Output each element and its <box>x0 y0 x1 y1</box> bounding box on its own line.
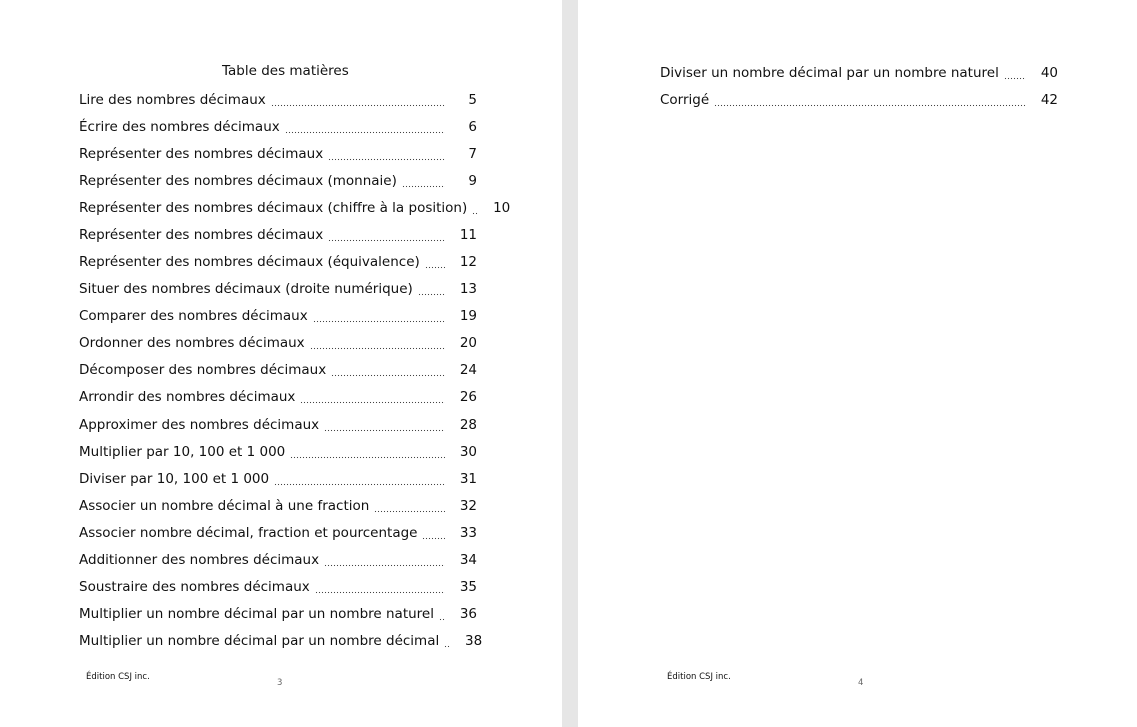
toc-entry-label: Comparer des nombres décimaux <box>79 308 308 324</box>
toc-entry[interactable] <box>79 225 477 245</box>
dot-leader <box>439 604 445 624</box>
toc-entry-page: 11 <box>459 227 477 243</box>
toc-entry-label: Représenter des nombres décimaux (monnaie) <box>79 173 397 189</box>
toc-entry-label: Ordonner des nombres décimaux <box>79 335 305 351</box>
dot-leader <box>331 360 445 380</box>
toc-entry-label: Multiplier par 10, 100 et 1 000 <box>79 444 286 460</box>
toc-entry[interactable] <box>79 279 477 299</box>
toc-entry-page: 7 <box>468 146 477 162</box>
toc-entry-label: Représenter des nombres décimaux <box>79 227 324 243</box>
toc-entry-page: 5 <box>468 92 477 108</box>
toc-entry[interactable] <box>79 90 477 110</box>
toc-entry-label: Écrire des nombres décimaux <box>79 119 280 135</box>
toc-entry-page: 30 <box>459 444 477 460</box>
toc-entry-label: Représenter des nombres décimaux (équivalence) <box>79 254 420 270</box>
dot-leader <box>1004 63 1026 83</box>
toc-entry[interactable] <box>79 198 511 218</box>
toc-entry-label: Approximer des nombres décimaux <box>79 417 320 433</box>
page-footer: Édition CSJ inc. <box>667 672 731 682</box>
toc-entry-label: Multiplier un nombre décimal par un nombre décimal <box>79 633 440 649</box>
toc-entry[interactable] <box>660 90 1058 110</box>
toc-entry-label: Corrigé <box>660 92 710 108</box>
dot-leader <box>444 631 450 651</box>
toc-entry[interactable] <box>79 604 477 624</box>
toc-entry[interactable] <box>79 144 477 164</box>
dot-leader <box>300 387 445 407</box>
toc-entry-page: 6 <box>468 119 477 135</box>
toc-entry-label: Associer nombre décimal, fraction et pourcentage <box>79 525 418 541</box>
page-number: 4 <box>858 678 864 688</box>
dot-leader <box>374 496 445 516</box>
toc-entry[interactable] <box>79 442 477 462</box>
dot-leader <box>313 306 445 326</box>
dot-leader <box>274 469 445 489</box>
toc-title: Table des matières <box>222 63 349 79</box>
toc-entry-page: 38 <box>465 633 483 649</box>
dot-leader <box>315 577 445 597</box>
toc-entry-page: 33 <box>459 525 477 541</box>
dot-leader <box>324 415 445 435</box>
toc-entry[interactable] <box>79 252 477 272</box>
toc-entry-label: Décomposer des nombres décimaux <box>79 362 327 378</box>
toc-entry[interactable] <box>79 469 477 489</box>
toc-entry[interactable] <box>79 550 477 570</box>
toc-entry[interactable] <box>79 333 477 353</box>
dot-leader <box>425 252 445 272</box>
toc-entry-page: 19 <box>459 308 477 324</box>
dot-leader <box>324 550 445 570</box>
dot-leader <box>472 198 478 218</box>
dot-leader <box>402 171 445 191</box>
toc-entry-label: Représenter des nombres décimaux <box>79 146 324 162</box>
dot-leader <box>422 523 445 543</box>
toc-entry-page: 34 <box>459 552 477 568</box>
toc-entry[interactable] <box>79 117 477 137</box>
toc-entry[interactable] <box>79 631 483 651</box>
toc-entry[interactable] <box>79 577 477 597</box>
toc-entry-label: Situer des nombres décimaux (droite numérique) <box>79 281 413 297</box>
toc-entry-page: 13 <box>459 281 477 297</box>
toc-entry-label: Associer un nombre décimal à une fraction <box>79 498 370 514</box>
toc-entry[interactable] <box>79 360 477 380</box>
toc-entry-label: Soustraire des nombres décimaux <box>79 579 310 595</box>
toc-entry-page: 12 <box>459 254 477 270</box>
dot-leader <box>328 225 445 245</box>
dot-leader <box>290 442 445 462</box>
toc-entry-page: 24 <box>459 362 477 378</box>
toc-entry-label: Multiplier un nombre décimal par un nombre naturel <box>79 606 434 622</box>
dot-leader <box>714 90 1026 110</box>
dot-leader <box>418 279 445 299</box>
toc-entry-label: Lire des nombres décimaux <box>79 92 266 108</box>
toc-entry-page: 40 <box>1040 65 1058 81</box>
toc-entry-label: Diviser par 10, 100 et 1 000 <box>79 471 270 487</box>
page-number: 3 <box>277 678 283 688</box>
toc-entry-page: 20 <box>459 335 477 351</box>
toc-entry-page: 42 <box>1040 92 1058 108</box>
dot-leader <box>310 333 445 353</box>
dot-leader <box>328 144 445 164</box>
toc-entry[interactable] <box>79 387 477 407</box>
toc-entry[interactable] <box>79 306 477 326</box>
toc-entry[interactable] <box>79 171 477 191</box>
toc-entry-label: Représenter des nombres décimaux (chiffre à la position) <box>79 200 468 216</box>
toc-entry[interactable] <box>79 415 477 435</box>
toc-entry-page: 36 <box>459 606 477 622</box>
document-page-4 <box>578 0 1137 727</box>
toc-entry-page: 32 <box>459 498 477 514</box>
toc-entry[interactable] <box>79 496 477 516</box>
page-footer: Édition CSJ inc. <box>86 672 150 682</box>
dot-leader <box>271 90 445 110</box>
toc-entry-label: Additionner des nombres décimaux <box>79 552 320 568</box>
toc-entry[interactable] <box>660 63 1058 83</box>
dot-leader <box>285 117 445 137</box>
toc-entry-page: 31 <box>459 471 477 487</box>
toc-entry-label: Diviser un nombre décimal par un nombre naturel <box>660 65 999 81</box>
toc-entry-page: 28 <box>459 417 477 433</box>
toc-entry-label: Arrondir des nombres décimaux <box>79 389 296 405</box>
toc-entry-page: 9 <box>468 173 477 189</box>
toc-entry[interactable] <box>79 523 477 543</box>
toc-entry-page: 35 <box>459 579 477 595</box>
document-page-3 <box>0 0 562 727</box>
toc-entry-page: 10 <box>493 200 511 216</box>
toc-entry-page: 26 <box>459 389 477 405</box>
